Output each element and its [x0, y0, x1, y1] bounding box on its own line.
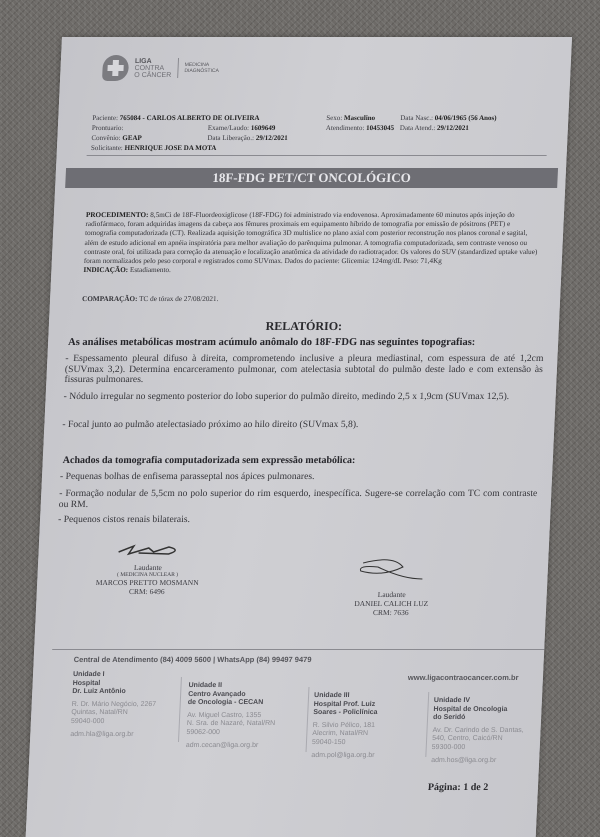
signature-specialty: ( MEDICINA NUCLEAR ) [87, 572, 207, 578]
unit-name: Unidade II Centro Avançado de Oncologia - CECAN [188, 682, 309, 708]
achados-heading: Achados da tomografia computadorizada sem expressão metabólica: [63, 455, 356, 466]
unit-1 [70, 671, 183, 740]
central-atendimento: Central de Atendimento (84) 4009 5600 | WhatsApp (84) 99497 9479 [74, 655, 312, 664]
atendimento-value: 10453045 [366, 124, 394, 132]
label: Sexo: [326, 114, 342, 122]
solicitante-value: HENRIQUE JOSE DA MOTA [124, 144, 216, 152]
exame-field [208, 124, 276, 132]
footer-divider [52, 649, 544, 650]
unit-email[interactable]: adm.pol@liga.org.br [311, 752, 421, 761]
atend-value: 29/12/2021 [437, 124, 469, 132]
ct-finding-item: - Pequenas bolhas de enfisema parasseptal nos ápices pulmonares. [60, 472, 538, 483]
signature-crm: CRM: 7636 [336, 608, 446, 617]
label: Exame/Laudo: [208, 124, 250, 132]
report-title: 18F-FDG PET/CT ONCOLÓGICO [65, 168, 558, 188]
ct-finding-item: - Formação nodular de 5,5cm no polo superior do rim esquerdo, inespecífica. Sugere-se correlação com TC com contraste ou RM. [59, 489, 538, 510]
nascimento-field [400, 114, 497, 122]
comparacao-text: TC de tórax de 27/08/2021. [139, 295, 219, 303]
procedimento-label: PROCEDIMENTO: [86, 211, 149, 219]
signature-block-2 [336, 557, 449, 617]
finding-item: - Focal junto ao pulmão atelectasiado próximo ao hilo direito (SUVmax 5,8). [62, 420, 540, 431]
signature-role: Laudante [88, 563, 208, 572]
liberacao-value: 29/12/2021 [256, 134, 288, 142]
label: Data Liberação.: [207, 134, 254, 142]
unit-name: Unidade IV Hospital de Oncologia do Seridó [433, 697, 544, 723]
logo-subtitle [184, 62, 219, 74]
signature-name: MARCOS PRETTO MOSMANN [87, 578, 207, 587]
indicacao-label: INDICAÇÃO: [83, 266, 128, 274]
cross-logo-icon [102, 55, 129, 81]
unit-address: Av. Miguel Castro, 1355 N. Sra. de Nazaré, Natal/RN 59062-000 [186, 712, 307, 738]
unit-address: R. Silvio Pélico, 181 Alecrim, Natal/RN 59040-150 [312, 722, 423, 748]
unit-separator [425, 692, 429, 757]
unit-4 [431, 697, 544, 766]
label: Paciente: [92, 114, 118, 122]
label: Prontuario: [92, 124, 124, 132]
atendimento-field [326, 124, 395, 132]
sexo-field [326, 114, 375, 122]
signature-crm: CRM: 6496 [87, 587, 207, 596]
patient-name-field [92, 114, 260, 122]
unit-2 [186, 682, 309, 751]
unit-email[interactable]: adm.hla@liga.org.br [70, 731, 180, 740]
logo-line1: LIGA [135, 58, 152, 65]
header-divider [87, 155, 547, 156]
data-atendimento-field [400, 124, 469, 132]
sexo-value: Masculino [344, 114, 375, 122]
patient-name: 765084 - CARLOS ALBERTO DE OLIVEIRA [120, 114, 260, 122]
logo-line3: O CÂNCER [134, 72, 171, 79]
unit-email[interactable]: adm.hos@liga.org.br [431, 757, 541, 766]
comparacao-section [82, 295, 219, 303]
indicacao-text: Estadiamento. [130, 266, 171, 274]
label: Data Nasc.: [400, 114, 433, 122]
label: Atendimento: [326, 124, 365, 132]
signature-name: DANIEL CALICH LUZ [336, 599, 446, 608]
page-number: Página: 1 de 2 [428, 782, 489, 793]
nasc-value: 04/06/1965 (56 Anos) [435, 114, 497, 122]
convenio-field [91, 134, 142, 142]
label: Solicitante: [91, 144, 123, 152]
logo-divider [177, 58, 179, 78]
liberacao-field [207, 134, 288, 142]
analise-heading: As análises metabólicas mostram acúmulo anômalo do 18F-FDG nas seguintes topografias: [68, 337, 548, 348]
finding-item: - Espessamento pleural difuso à direita, comprometendo inclusive a pleura mediastinal, com espessura de até 1,2cm (SUVmax 3,2). Determina encarceramento pulmonar, com atelectasia subtotal do pulmão deste lado e com extensão às fissuras pulmonares. [64, 354, 543, 386]
prontuario-field [92, 124, 124, 132]
exame-value: 1609649 [251, 124, 276, 132]
logo-sub2: DIAGNÓSTICA [184, 68, 219, 74]
unit-email[interactable]: adm.cecan@liga.org.br [186, 742, 306, 751]
report-paper [26, 37, 572, 837]
convenio-value: GEAP [122, 134, 142, 142]
signature-role: Laudante [336, 590, 446, 599]
liga-logo [102, 55, 220, 81]
finding-item: - Nódulo irregular no segmento posterior do lobo superior do pulmão direito, medindo 2,5 x 1,9cm (SUVmax 12,5). [63, 392, 541, 403]
signature-scribble-icon [352, 557, 433, 585]
unit-address: Av. Dr. Carindo de S. Dantas, 540, Centro, Caicó/RN 59300-000 [432, 727, 543, 753]
signature-block-1 [87, 542, 209, 596]
label: Convênio: [91, 134, 121, 142]
logo-text [134, 58, 172, 79]
solicitante-field [91, 144, 217, 152]
unit-3 [311, 692, 424, 761]
comparacao-label: COMPARAÇÃO: [82, 295, 138, 303]
unit-address: R. Dr. Mário Negócio, 2267 Quintas, Natal/RN 59040-000 [71, 701, 182, 727]
label: Data Atend.: [400, 124, 436, 132]
relatorio-heading: RELATÓRIO: [49, 319, 560, 334]
unit-name: Unidade I Hospital Dr. Luiz Antônio [72, 671, 183, 697]
logo-sub1: MEDICINA [185, 62, 210, 68]
logo-line2: CONTRA [134, 65, 164, 72]
unit-name: Unidade III Hospital Prof. Luiz Soares - Policlínica [313, 692, 424, 718]
procedimento-text: 8,5mCi de 18F-Fluordeoxiglicose (18F-FDG) foi administrado via endovenosa. Aproximadamente 60 minutos após injeção do radiofármaco, foram adquiridas imagens da cabeça aos fêmures proximais em equipamento híbrido de tomografia por emissão de pósitrons (PET) e tomografia computadorizada (CT). Realizada aquisição tomográfica 3D multislice no plano axial com posterior reconstrução nos planos coronal e sagital, além de estudo adicional em apnéia inspiratória para melhor avaliação do parênquima pulmonar. A tomografia computadorizada, sem contraste venoso ou contraste oral, foi utilizada para correção da atenuação e localização anatômica da atividade do radiotraçador. Os valores do SUV (standardized uptake value) foram normalizados pelo peso corporal e registrados como SUVmax. Dados do paciente: Glicemia: 124mg/dL Peso: 71,4Kg [84, 211, 538, 265]
ct-finding-item: - Pequenos cistos renais bilaterais. [58, 515, 536, 526]
signature-scribble-icon [113, 542, 184, 558]
procedimento-section [83, 211, 544, 275]
website-link[interactable]: www.ligacontraocancer.com.br [408, 673, 519, 682]
